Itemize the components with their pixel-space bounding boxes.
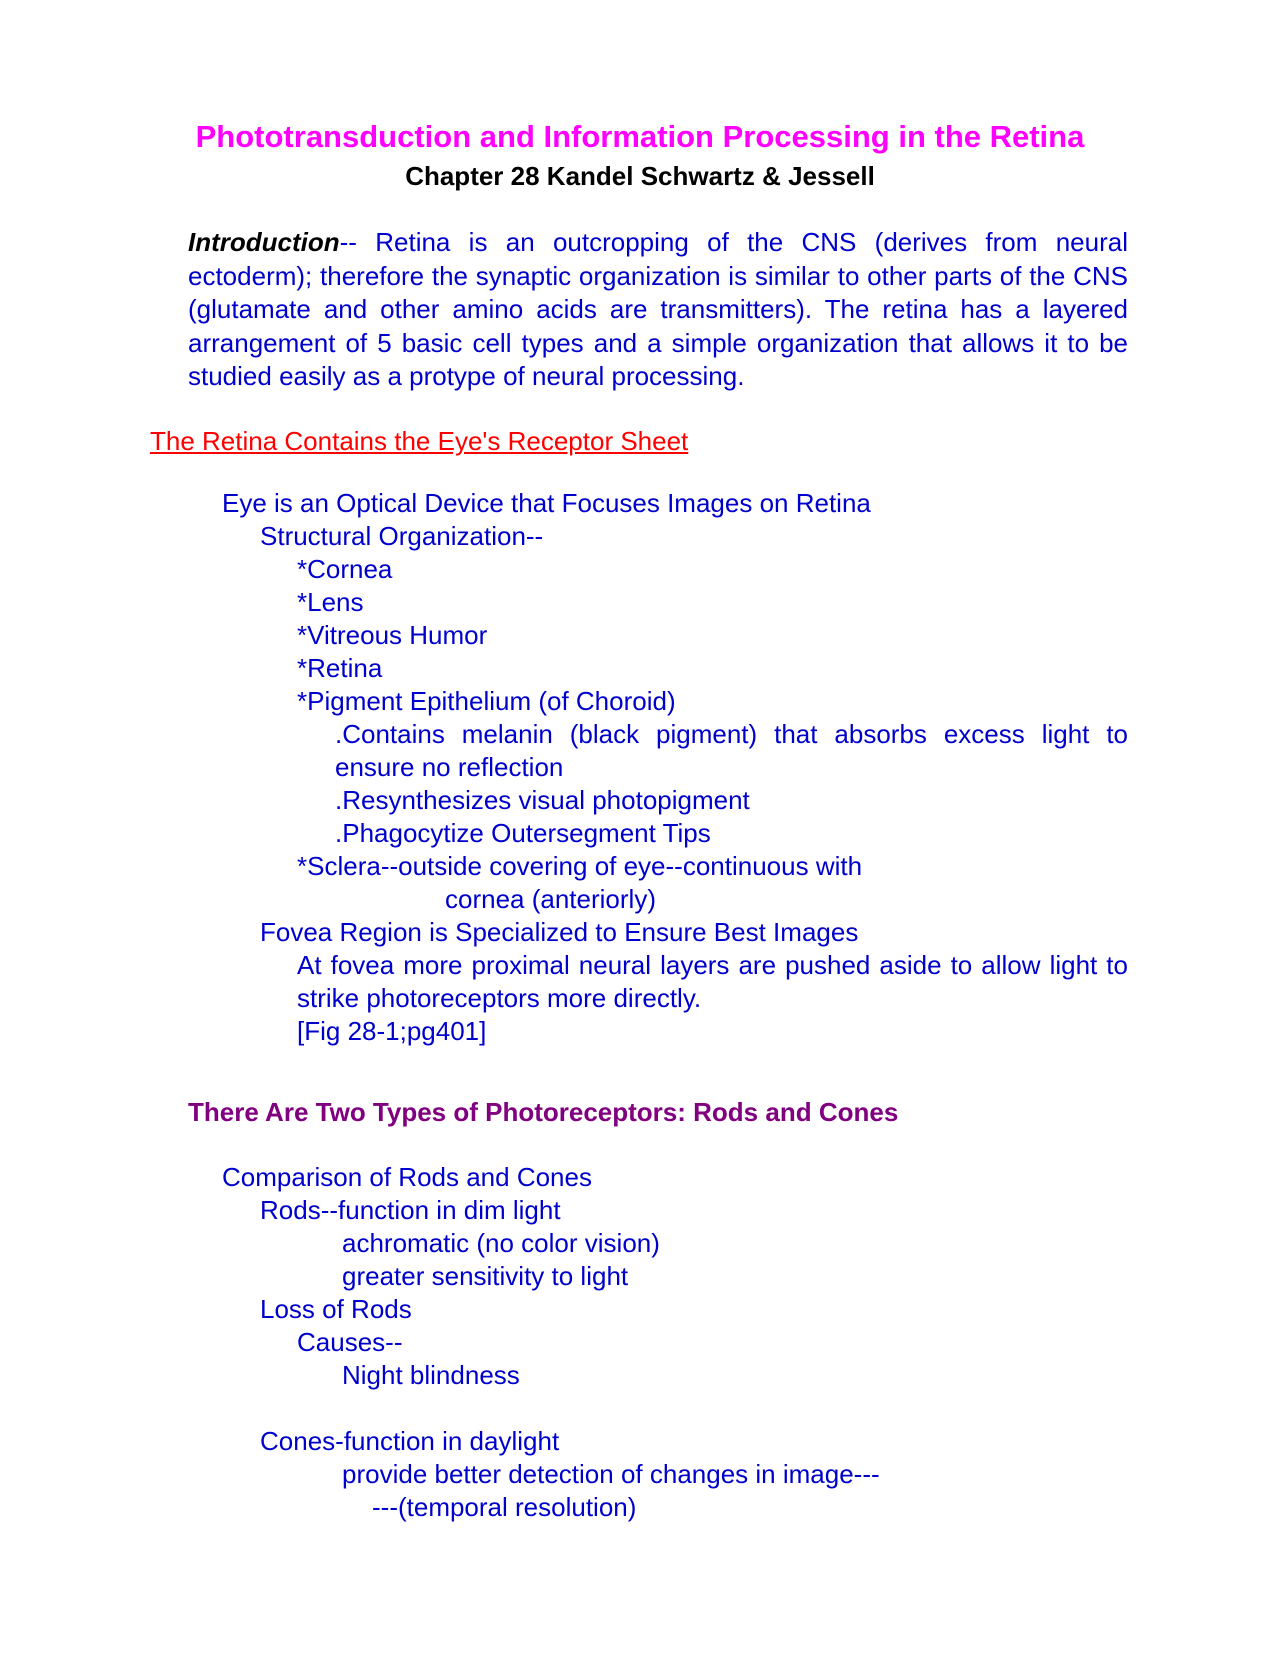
- sclera-line: *Sclera--outside covering of eye--continuous with: [297, 851, 863, 881]
- cones-line: Cones-function in daylight: [260, 1426, 560, 1456]
- section-heading-photoreceptors: There Are Two Types of Photoreceptors: Rods and Cones: [188, 1097, 899, 1127]
- list-item: *Lens: [297, 587, 364, 617]
- document-subtitle: Chapter 28 Kandel Schwartz & Jessell: [405, 161, 875, 191]
- fovea-text: At fovea more proximal neural layers are pushed aside to allow light to strike photoreceptors more directly.: [297, 950, 1128, 1013]
- sclera-continuation: cornea (anteriorly): [445, 884, 656, 914]
- eye-optical-line: Eye is an Optical Device that Focuses Images on Retina: [222, 488, 871, 518]
- rods-achromatic-line: achromatic (no color vision): [342, 1228, 660, 1258]
- comparison-line: Comparison of Rods and Cones: [222, 1162, 592, 1192]
- list-item: *Pigment Epithelium (of Choroid): [297, 686, 676, 716]
- night-blindness-line: Night blindness: [342, 1360, 520, 1390]
- intro-text: -- Retina is an outcropping of the CNS (derives from neural ectoderm); therefore the synaptic organization is similar to other parts of the CNS (glutamate and other amino acids are transmitters). The retina has a layered arrangement of 5 basic cell types and a simple organization that allows it to be studied easily as a protype of neural processing.: [188, 227, 1128, 391]
- rods-sensitivity-line: greater sensitivity to light: [342, 1261, 629, 1291]
- fovea-heading: Fovea Region is Specialized to Ensure Best Images: [260, 917, 859, 947]
- intro-paragraph: [188, 226, 1128, 394]
- intro-lead: Introduction: [188, 227, 340, 257]
- pigment-phago-text: .Phagocytize Outersegment Tips: [335, 818, 711, 848]
- structural-org-line: Structural Organization--: [260, 521, 544, 551]
- section-heading-retina: The Retina Contains the Eye's Receptor Sheet: [150, 426, 689, 456]
- pigment-resynth-text: .Resynthesizes visual photopigment: [335, 785, 750, 815]
- figure-reference: [Fig 28-1;pg401]: [297, 1016, 487, 1046]
- loss-of-rods-line: Loss of Rods: [260, 1294, 412, 1324]
- pigment-melanin-text: .Contains melanin (black pigment) that absorbs excess light to ensure no reflection: [335, 719, 1128, 782]
- list-item: *Cornea: [297, 554, 393, 584]
- document-title: Phototransduction and Information Processing in the Retina: [195, 119, 1085, 154]
- list-item: *Vitreous Humor: [297, 620, 488, 650]
- list-item: *Retina: [297, 653, 383, 683]
- cones-detection-line: provide better detection of changes in image---: [342, 1459, 880, 1489]
- rods-line: Rods--function in dim light: [260, 1195, 561, 1225]
- cones-temporal-line: ---(temporal resolution): [372, 1492, 637, 1522]
- causes-line: Causes--: [297, 1327, 403, 1357]
